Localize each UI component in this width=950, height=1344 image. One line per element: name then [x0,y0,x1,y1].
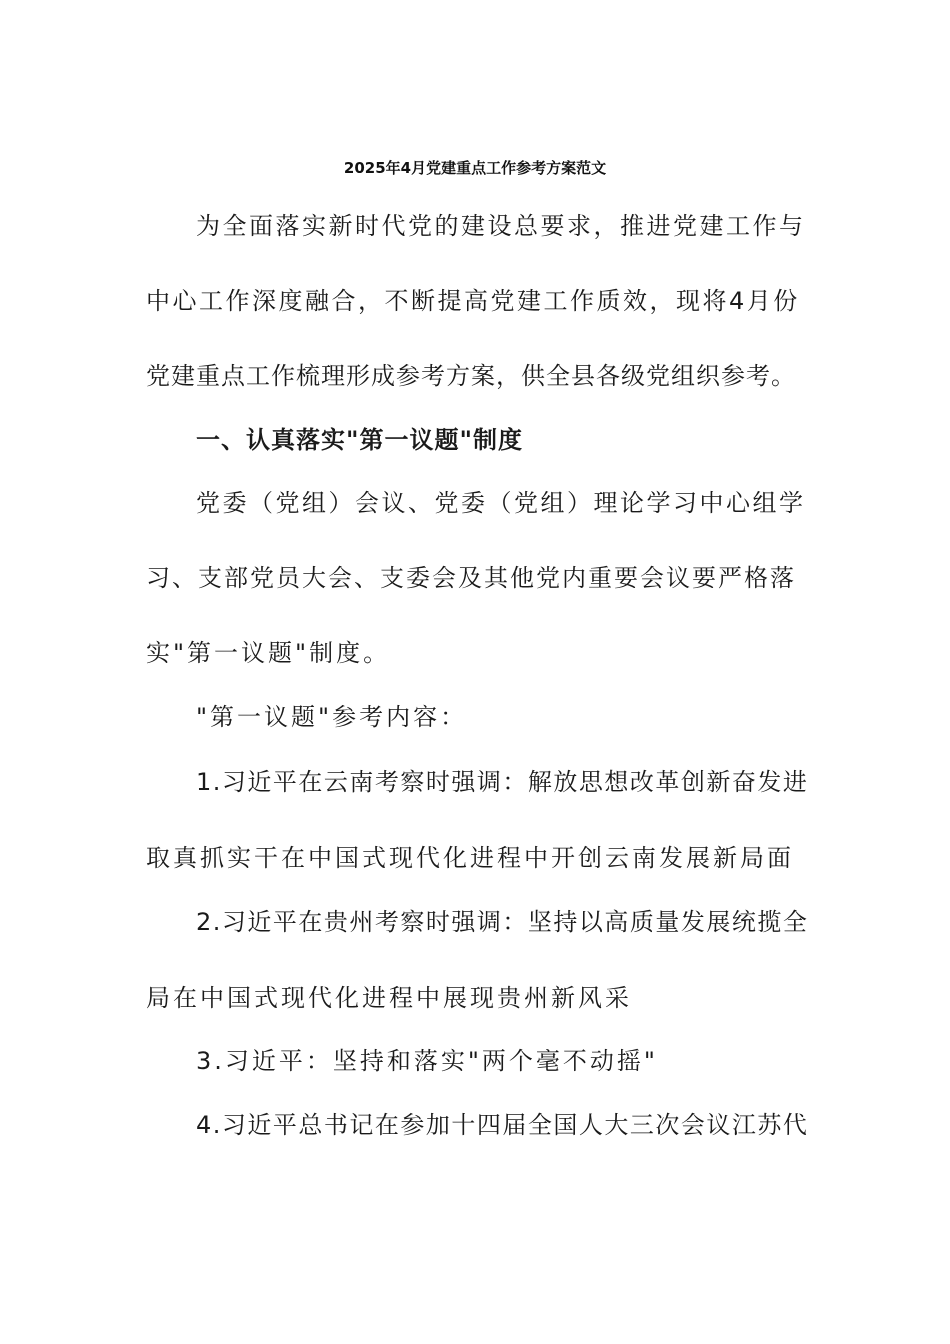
list-item-2-line-2: 局在中国式现代化进程中展现贵州新风采 [146,984,632,1012]
section-heading-1: 一、认真落实"第一议题"制度 [196,426,524,454]
document-title: 2025年4月党建重点工作参考方案范文 [343,159,607,177]
list-item-4-line-1: 4.习近平总书记在参加十四届全国人大三次会议江苏代 [196,1111,809,1139]
intro-line-3: 党建重点工作梳理形成参考方案，供全县各级党组织参考。 [146,362,796,390]
reference-heading: "第一议题"参考内容： [196,703,468,731]
list-item-2-line-1: 2.习近平在贵州考察时强调：坚持以高质量发展统揽全 [196,908,809,936]
paragraph-1-line-3: 实"第一议题"制度。 [146,639,391,667]
list-item-1-line-1: 1.习近平在云南考察时强调：解放思想改革创新奋发进 [196,768,809,796]
list-item-3-line-1: 3.习近平：坚持和落实"两个毫不动摇" [196,1047,658,1075]
intro-line-1: 为全面落实新时代党的建设总要求，推进党建工作与 [196,212,806,240]
list-item-1-line-2: 取真抓实干在中国式现代化进程中开创云南发展新局面 [146,844,794,872]
paragraph-1-line-2: 习、支部党员大会、支委会及其他党内重要会议要严格落 [146,564,796,592]
paragraph-1-line-1: 党委（党组）会议、党委（党组）理论学习中心组学 [196,489,806,517]
intro-line-2: 中心工作深度融合，不断提高党建工作质效，现将4月份 [146,287,800,315]
